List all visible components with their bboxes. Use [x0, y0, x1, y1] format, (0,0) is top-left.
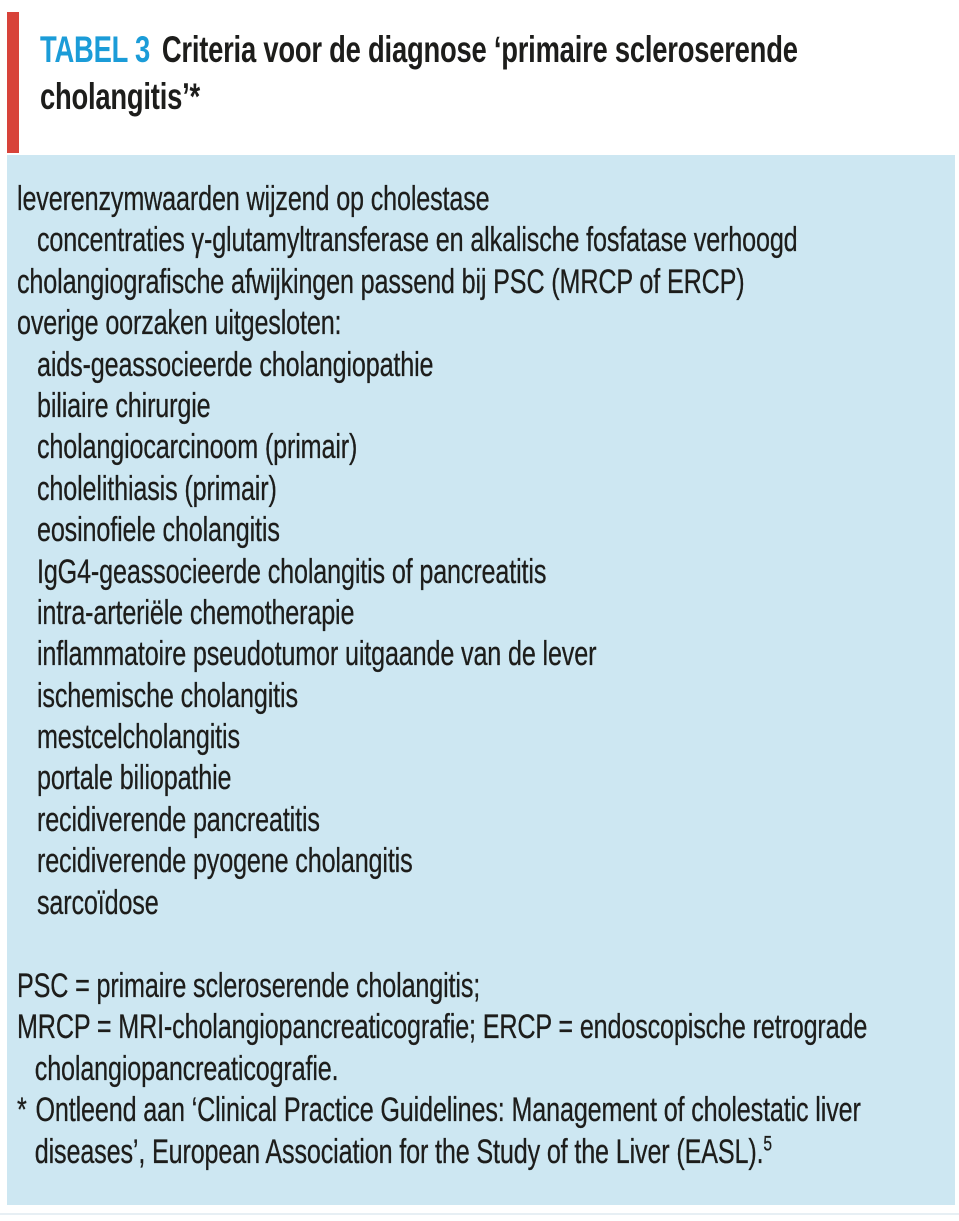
footnote-text: MRCP = MRI-cholangiopancreaticografie; ERCP = endoscopische retrograde [17, 1008, 868, 1047]
criteria-subitem: inflammatoire pseudotumor uitgaande van de lever [36, 635, 597, 674]
criteria-subitem: concentraties γ-glutamyltransferase en alkalische fosfatase verhoogd [36, 221, 798, 260]
criteria-subitem: mestcelcholangitis [36, 718, 240, 757]
criteria-subitem: recidiverende pancreatitis [36, 800, 320, 839]
table-title-line1 [40, 26, 798, 73]
table-header [0, 0, 959, 155]
criteria-item: overige oorzaken uitgesloten: [17, 304, 342, 343]
criteria-item: leverenzymwaarden wijzend op cholestase [17, 180, 490, 218]
table-number-label: TABEL 3 [40, 29, 151, 70]
table-title [40, 0, 959, 120]
bottom-divider [0, 1213, 959, 1215]
footnotes [17, 966, 945, 1173]
criteria-subitem: sarcoïdose [36, 883, 159, 922]
accent-bar [7, 12, 19, 153]
criteria-item: cholangiografische afwijkingen passend bij PSC (MRCP of ERCP) [17, 262, 745, 301]
criteria-subitem: IgG4-geassocieerde cholangitis of pancreatitis [36, 552, 547, 591]
criteria-subitem: intra-arteriële chemotherapie [36, 593, 355, 632]
footnote-line [17, 1049, 704, 1090]
criteria-list [17, 179, 945, 924]
criteria-panel [7, 155, 955, 1205]
criteria-subitem: aids-geassocieerde cholangiopathie [36, 345, 434, 384]
footnote-text: Ontleend aan ‘Clinical Practice Guidelines: Management of cholestatic liver [35, 1091, 861, 1130]
criteria-subitem: portale biliopathie [36, 759, 232, 798]
criteria-subitem: biliaire chirurgie [36, 386, 211, 425]
criteria-subitem: ischemische cholangitis [36, 676, 298, 715]
table-title-text-cont: cholangitis’* [40, 76, 200, 117]
footnote-text: diseases’, European Association for the Study of the Liver (EASL). [34, 1132, 764, 1171]
criteria-subitem: recidiverende pyogene cholangitis [36, 842, 413, 881]
footnote-text: cholangiopancreaticografie. [34, 1049, 339, 1088]
footnote-text: PSC = primaire scleroserende cholangitis; [17, 967, 481, 1006]
asterisk-marker: * [17, 1091, 27, 1130]
criteria-subitem: cholelithiasis (primair) [36, 469, 277, 508]
criteria-subitem: cholangiocarcinoom (primair) [36, 428, 358, 467]
table-title-text: Criteria voor de diagnose ‘primaire scleroserende [161, 29, 798, 70]
footnote-line [17, 966, 704, 1007]
reference-superscript: 5 [763, 1132, 772, 1156]
footnote-line [17, 1132, 772, 1173]
table-title-line2 [40, 73, 720, 120]
footnote-line [17, 1090, 861, 1131]
footnote-line [17, 1007, 868, 1048]
criteria-subitem: eosinofiele cholangitis [36, 511, 280, 550]
